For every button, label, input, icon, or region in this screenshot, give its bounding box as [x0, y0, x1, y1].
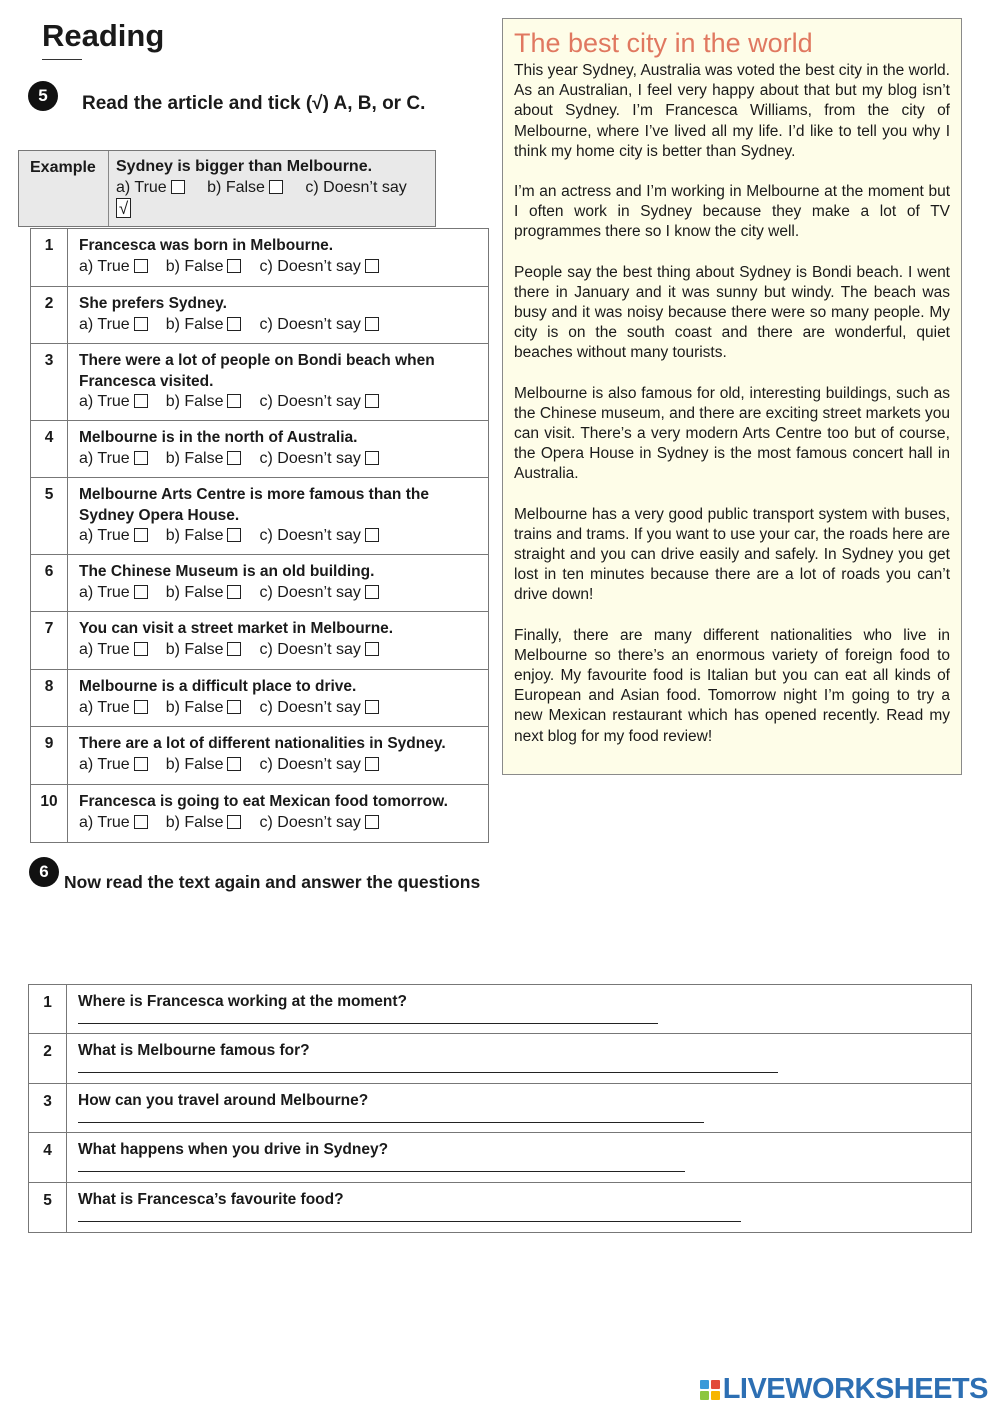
tf-question-number: 7 — [31, 612, 68, 669]
tf-question-row — [31, 229, 488, 287]
option-doesnt-say — [259, 584, 378, 601]
tf-question-number: 10 — [31, 785, 68, 842]
option-doesnt-say — [259, 393, 378, 410]
question-text: Where is Francesca working at the moment? — [78, 993, 408, 1010]
tf-question-body — [68, 785, 488, 842]
checkbox-false[interactable] — [227, 394, 241, 408]
example-option-false — [207, 179, 283, 196]
option-label: b) False — [165, 755, 224, 773]
question-number: 1 — [29, 985, 67, 1033]
page-title: Reading — [42, 18, 165, 53]
section-6-instruction: Now read the text again and answer the questions — [64, 872, 481, 892]
tf-question-statement: Melbourne is a difficult place to drive. — [79, 678, 357, 695]
article-panel — [502, 18, 962, 775]
question-text: What is Melbourne famous for? — [78, 1042, 310, 1060]
tf-question-statement: She prefers Sydney. — [79, 295, 227, 312]
option-doesnt-say — [259, 450, 378, 467]
tf-question-row — [31, 478, 488, 555]
checkbox-doesnt-say[interactable] — [365, 700, 379, 714]
option-label: b) False — [165, 257, 224, 275]
option-label: b) False — [207, 179, 265, 196]
checkbox-true[interactable] — [134, 317, 148, 331]
tf-options — [79, 527, 488, 545]
option-label: c) Doesn’t say — [259, 640, 361, 658]
option-label: b) False — [165, 449, 224, 467]
option-label: b) False — [165, 527, 224, 544]
tf-question-body — [68, 229, 488, 286]
answer-line[interactable] — [78, 1072, 778, 1073]
questions-table — [28, 984, 972, 1233]
option-false — [166, 814, 242, 831]
option-doesnt-say — [259, 527, 378, 544]
option-label: b) False — [165, 698, 224, 716]
checkbox-true[interactable] — [134, 700, 148, 714]
option-doesnt-say — [259, 756, 378, 773]
option-true — [79, 258, 148, 275]
example-body — [109, 151, 407, 226]
question-text: What happens when you drive in Sydney? — [78, 1141, 389, 1159]
example-label: Example — [19, 151, 109, 226]
checkbox-doesnt-say[interactable] — [365, 757, 379, 771]
tf-question-statement: Melbourne Arts Centre is more famous than the Sydney Opera House. — [79, 486, 429, 524]
option-label: c) Doesn’t say — [259, 755, 361, 773]
option-true — [79, 584, 148, 601]
tf-options — [79, 393, 488, 411]
title-underline — [42, 59, 82, 60]
true-false-table — [30, 228, 489, 843]
logo-text: LIVEWORKSHEETS — [722, 1373, 988, 1405]
checkbox-false[interactable] — [227, 528, 241, 542]
checkbox-false[interactable] — [227, 757, 241, 771]
example-option-true — [116, 179, 185, 196]
checkbox-doesnt-say[interactable] — [365, 451, 379, 465]
tf-question-row — [31, 670, 488, 727]
checkbox-doesnt-say[interactable] — [365, 642, 379, 656]
option-false — [166, 527, 242, 544]
article-title: The best city in the world — [514, 28, 813, 58]
tf-question-row — [31, 785, 488, 842]
article-paragraph: Finally, there are many different nationalities who live in Melbourne so there’s an enormous variety of foreign food to enjoy. My favourite food is Italian but you can eat all kinds of European and Asian food. Tomorrow night I’m going to try a new Mexican restaurant which has opened recently. Read my next blog for my food review! — [514, 626, 950, 745]
question-text: How can you travel around Melbourne? — [78, 1091, 369, 1109]
option-label: c) Doesn’t say — [259, 527, 361, 544]
checkbox-true[interactable] — [134, 451, 148, 465]
checkbox-false[interactable] — [227, 585, 241, 599]
example-options — [116, 179, 407, 197]
question-row — [29, 1133, 971, 1182]
option-label: b) False — [165, 393, 224, 410]
question-body — [67, 1084, 971, 1132]
option-label: b) False — [165, 813, 224, 831]
tf-options — [79, 756, 488, 774]
option-label: c) Doesn’t say — [305, 179, 407, 196]
answer-line[interactable] — [78, 1221, 741, 1222]
tf-options — [79, 699, 488, 717]
tf-question-body — [68, 555, 488, 611]
tf-question-statement: The Chinese Museum is an old building. — [79, 563, 375, 580]
option-true — [79, 641, 148, 658]
option-label: b) False — [165, 640, 224, 658]
checkbox-false[interactable] — [227, 700, 241, 714]
tf-question-row — [31, 612, 488, 670]
option-false — [166, 584, 242, 601]
checkbox-doesnt-say[interactable] — [365, 528, 379, 542]
article-paragraph: People say the best thing about Sydney is Bondi beach. I went there in January and it was sunny but windy. The beach was busy and it was noisy because there were so many people. My city is on the south coast and there are wonderful, quiet beaches without many tourists. — [514, 263, 950, 362]
option-label: c) Doesn’t say — [259, 583, 361, 601]
question-number: 5 — [29, 1183, 67, 1232]
option-doesnt-say — [259, 699, 378, 716]
section-6-number-badge: 6 — [29, 857, 59, 887]
question-number: 4 — [29, 1133, 67, 1181]
option-false — [166, 641, 242, 658]
logo-mark-icon — [700, 1380, 720, 1400]
article-text — [514, 61, 950, 747]
option-false — [166, 393, 242, 410]
option-label: a) True — [79, 393, 130, 410]
checkbox-false[interactable] — [227, 451, 241, 465]
answer-line[interactable] — [78, 1171, 685, 1172]
checkbox-true[interactable] — [134, 757, 148, 771]
checkbox-true[interactable] — [134, 259, 148, 273]
tf-question-number: 2 — [31, 287, 68, 343]
question-body — [67, 1133, 971, 1181]
article-paragraph: Melbourne has a very good public transport system with buses, trains and trams. If you want to use your car, the roads here are straight and you can drive easily and safely. In Sydney you get lost in ten minutes because there are a lot of roads you can’t drive down! — [514, 505, 950, 604]
checkbox-true[interactable] — [134, 585, 148, 599]
tf-question-body — [68, 421, 488, 477]
tf-question-number: 9 — [31, 727, 68, 784]
option-doesnt-say — [259, 258, 378, 275]
option-doesnt-say — [259, 814, 378, 831]
tf-question-row — [31, 287, 488, 344]
option-false — [166, 316, 242, 333]
section-5-instruction: Read the article and tick (√) A, B, or C. — [82, 93, 426, 114]
question-row — [29, 1084, 971, 1133]
tf-options — [79, 258, 488, 276]
article-paragraph: Melbourne is also famous for old, interesting buildings, such as the Chinese museum, and there are exciting street markets you can visit. There’s a very modern Arts Centre too but of course, the Opera House in Sydney is the most famous concert hall in Australia. — [514, 384, 950, 483]
example-checkbox-true[interactable] — [171, 180, 185, 194]
option-label: a) True — [79, 698, 130, 716]
tf-options — [79, 584, 488, 602]
option-false — [166, 699, 242, 716]
option-true — [79, 756, 148, 773]
option-label: c) Doesn’t say — [259, 449, 361, 467]
option-false — [166, 258, 242, 275]
checkbox-false[interactable] — [227, 259, 241, 273]
article-paragraph: I’m an actress and I’m working in Melbourne at the moment but I often work in Sydney because they make a lot of TV programmes there so I know the city well. — [514, 183, 950, 241]
tf-options — [79, 450, 488, 468]
checkbox-true[interactable] — [134, 394, 148, 408]
question-row — [29, 1183, 971, 1232]
option-label: a) True — [79, 257, 130, 275]
liveworksheets-logo[interactable] — [700, 1373, 988, 1406]
tf-question-number: 3 — [31, 344, 68, 420]
checkbox-doesnt-say[interactable] — [365, 815, 379, 829]
tf-question-number: 6 — [31, 555, 68, 611]
checkbox-false[interactable] — [227, 317, 241, 331]
section-5-number-badge: 5 — [28, 81, 58, 111]
tf-question-number: 1 — [31, 229, 68, 286]
tf-question-number: 5 — [31, 478, 68, 554]
tf-question-number: 8 — [31, 670, 68, 726]
option-label: c) Doesn’t say — [259, 315, 361, 333]
option-true — [79, 316, 148, 333]
checkbox-doesnt-say[interactable] — [365, 394, 379, 408]
tf-question-statement: There were a lot of people on Bondi beach when Francesca visited. — [79, 352, 435, 390]
question-body — [67, 1183, 971, 1232]
option-false — [166, 450, 242, 467]
tf-question-body — [68, 287, 488, 343]
example-option-doesnt-say — [305, 179, 406, 196]
tf-options — [79, 641, 488, 659]
tf-question-body — [68, 478, 488, 554]
option-label: a) True — [79, 583, 130, 601]
option-label: b) False — [165, 315, 224, 333]
option-label: a) True — [79, 755, 130, 773]
answer-line[interactable] — [78, 1122, 704, 1123]
question-number: 3 — [29, 1084, 67, 1132]
tf-question-body — [68, 670, 488, 726]
tf-question-statement: Francesca is going to eat Mexican food tomorrow. — [79, 793, 448, 810]
question-row — [29, 1034, 971, 1083]
article-paragraph: This year Sydney, Australia was voted the best city in the world. As an Australian, I feel very happy about that but my blog isn’t about Sydney. I’m Francesca Williams, from the city of Melbourne, where I’ve lived all my life. I’d like to tell you why I think my home city is better than Sydney. — [514, 62, 950, 160]
tf-question-row — [31, 555, 488, 612]
tf-question-row — [31, 421, 488, 478]
checkbox-false[interactable] — [227, 815, 241, 829]
option-doesnt-say — [259, 316, 378, 333]
option-label: a) True — [79, 640, 130, 658]
option-true — [79, 814, 148, 831]
checkbox-doesnt-say[interactable] — [365, 585, 379, 599]
checkbox-true[interactable] — [134, 642, 148, 656]
question-number: 2 — [29, 1034, 67, 1082]
answer-line[interactable] — [78, 1023, 658, 1024]
question-text: What is Francesca’s favourite food? — [78, 1190, 344, 1208]
example-checkbox-false[interactable] — [269, 180, 283, 194]
tf-options — [79, 814, 488, 832]
option-label: c) Doesn’t say — [259, 698, 361, 716]
option-label: a) True — [79, 449, 130, 467]
option-label: c) Doesn’t say — [259, 257, 361, 275]
question-body — [67, 985, 971, 1033]
option-true — [79, 527, 148, 544]
question-row — [29, 985, 971, 1034]
example-statement: Sydney is bigger than Melbourne. — [116, 158, 373, 175]
tf-question-body — [68, 612, 488, 669]
checkbox-false[interactable] — [227, 642, 241, 656]
option-label: b) False — [165, 583, 224, 601]
option-true — [79, 699, 148, 716]
option-doesnt-say — [259, 641, 378, 658]
option-label: a) True — [116, 179, 167, 196]
option-true — [79, 393, 148, 410]
tf-question-statement: There are a lot of different nationalities in Sydney. — [79, 735, 446, 752]
option-label: a) True — [79, 527, 130, 544]
tf-question-row — [31, 344, 488, 421]
option-false — [166, 756, 242, 773]
checkbox-true[interactable] — [134, 815, 148, 829]
checkbox-doesnt-say[interactable] — [365, 259, 379, 273]
checkbox-doesnt-say[interactable] — [365, 317, 379, 331]
tf-question-body — [68, 727, 488, 784]
tf-question-row — [31, 727, 488, 785]
checkbox-true[interactable] — [134, 528, 148, 542]
option-label: c) Doesn’t say — [259, 393, 361, 410]
tf-question-body — [68, 344, 488, 420]
option-label: a) True — [79, 315, 130, 333]
tf-question-number: 4 — [31, 421, 68, 477]
tf-question-statement: You can visit a street market in Melbourne. — [79, 620, 394, 637]
option-label: c) Doesn’t say — [259, 813, 361, 831]
tf-question-statement: Francesca was born in Melbourne. — [79, 237, 334, 254]
option-label: a) True — [79, 813, 130, 831]
example-box — [18, 150, 436, 227]
tf-options — [79, 316, 488, 334]
question-body — [67, 1034, 971, 1082]
example-ticked-checkbox[interactable]: √ — [116, 198, 131, 218]
tf-question-statement: Melbourne is in the north of Australia. — [79, 429, 358, 446]
option-true — [79, 450, 148, 467]
